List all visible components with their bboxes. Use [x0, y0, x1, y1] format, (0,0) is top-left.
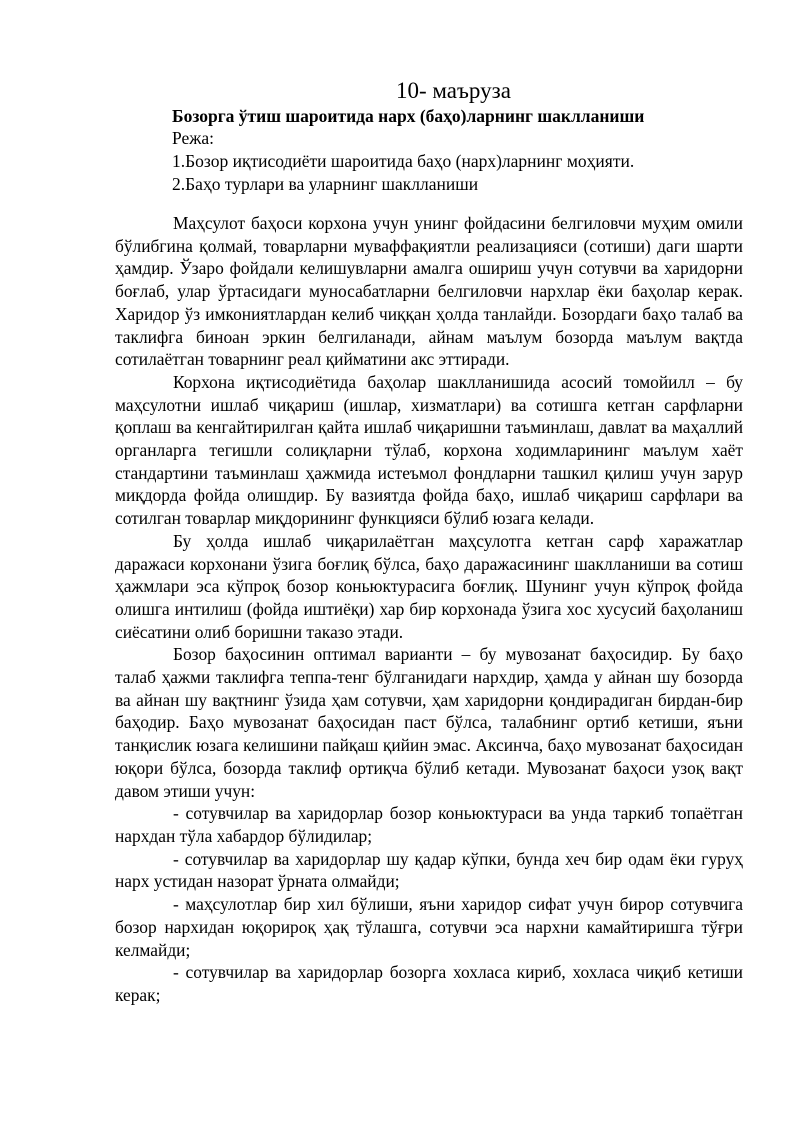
list-item-1: - сотувчилар ва харидорлар бозор коньюктураси ва унда таркиб топаётган нархдан тўла хабардор бўлидилар;: [115, 803, 743, 846]
plan-item-1: 1.Бозор иқтисодиёти шароитида баҳо (нарх)ларнинг моҳияти.: [172, 151, 635, 171]
paragraph-2: Корхона иқтисодиётида баҳолар шаклланишида асосий томойилл – бу маҳсулотни ишлаб чиқариш (ишлар, хизматлари) ва сотишга кетган сарфларни қоплаш ва кенгайтирилган қайта ишлаб чиқаришни таъминлаш, давлат ва маҳаллий органларга тегишли солиқларни тўлаб, корхона ходимларининг маълум хаёт стандартини таъминлаш ҳажмида истеъмол фондларни ташкил қилиш учун зарур миқдорда фойда олишдир. Бу вазиятда фойда баҳо, ишлаб чиқариш сарфлари ва сотилган товарлар миқдорининг функцияси бўлиб юзага келади.: [115, 371, 743, 529]
paragraph-4: Бозор баҳосинин оптимал варианти – бу мувозанат баҳосидир. Бу баҳо талаб ҳажми таклифга теппа-тенг бўлганидаги нархдир, ҳамда у айнан шу бозорда ва айнан шу вақтнинг ўзида ҳам сотувчи, ҳам харидорни қондирадиган бирдан-бир баҳодир. Баҳо мувозанат баҳосидан паст бўлса, талабнинг ортиб кетиши, яъни танқислик юзага келишини пайқаш қийин эмас. Аксинча, баҳо мувозанат баҳосидан юқори бўлса, бозорда таклиф ортиқча бўлиб кетади. Мувозанат баҳоси узоқ вақт давом этиши учун:: [115, 644, 743, 801]
list-item-4: - сотувчилар ва харидорлар бозорга хохласа кириб, хохласа чиқиб кетиши керак;: [115, 962, 743, 1005]
paragraph-1: Маҳсулот баҳоси корхона учун унинг фойдасини белгиловчи муҳим омили бўлибгина қолмай, товарларни муваффақиятли реализацияси (сотиши) даги шарти ҳамдир. Ўзаро фойдали келишувларни амалга ошириш учун сотувчи ва харидорни боғлаб, улар ўртасидаги муносабатларни белгиловчи нархлар ёки баҳолар керак. Харидор ўз имкониятлардан келиб чиққан ҳолда танлайди. Бозордаги баҳо талаб ва таклифга биноан эркин белгиланади, айнам маълум бозорда маълум вақтда сотилаётган товарнинг реал қийматини акс эттиради.: [115, 213, 743, 370]
plan-item-2: 2.Баҳо турлари ва уларнинг шаклланиши: [172, 174, 479, 194]
plan-heading: Режа:: [172, 128, 214, 148]
paragraph-3: Бу ҳолда ишлаб чиқарилаётган маҳсулотга кетган сарф харажатлар даражаси корхонани ўзига боғлиқ бўлса, баҳо даражасининг шаклланиши ва сотиш ҳажмлари эса кўпроқ бозор коньюктурасига боғлиқ. Шунинг учун кўпроқ фойда олишга интилиш (фойда иштиёқи) хар бир корхонада ўзига хос хусусий баҳоланиш сиёсатини олиб боришни таказо этади.: [115, 530, 743, 642]
list-item-3: - маҳсулотлар бир хил бўлиши, яъни харидор сифат учун бирор сотувчига бозор нархидан юқорироқ ҳақ тўлашга, сотувчи эса нархни камайтиришга тўғри келмайди;: [115, 894, 743, 960]
lecture-topic-heading: Бозорга ўтиш шароитида нарх (баҳо)ларнинг шаклланиши: [172, 106, 645, 126]
lecture-body: [115, 212, 743, 1007]
lecture-title: 10- маъруза: [396, 78, 511, 103]
lecture-plan: [172, 127, 634, 196]
list-item-2: - сотувчилар ва харидорлар шу қадар кўпки, бунда хеч бир одам ёки гуруҳ нарх устидан назорат ўрната олмайди;: [115, 848, 743, 892]
